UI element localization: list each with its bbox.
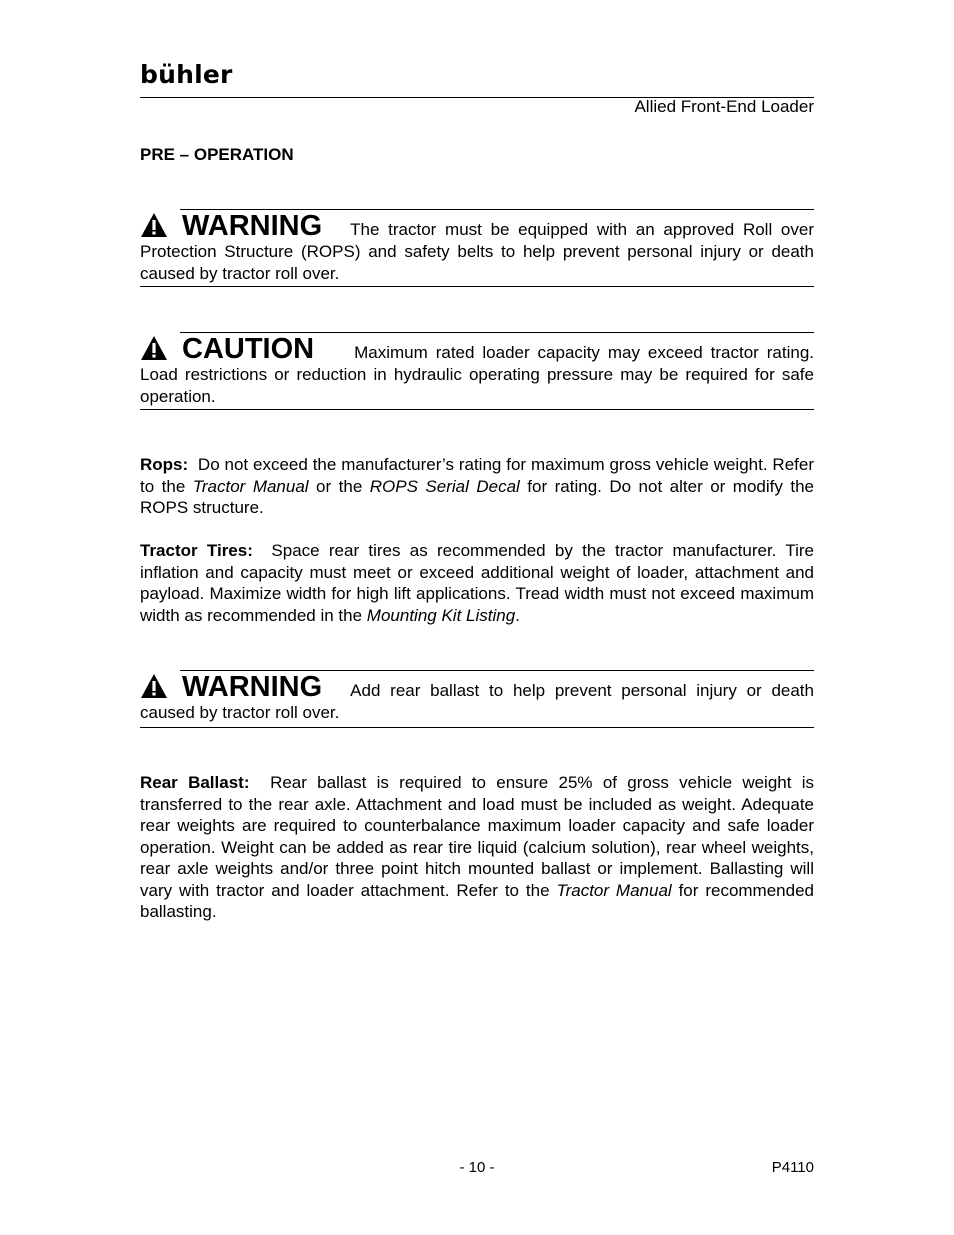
alert-top-rule bbox=[180, 670, 814, 671]
document-code: P4110 bbox=[771, 1159, 814, 1176]
paragraph-reference: Mounting Kit Listing bbox=[366, 605, 516, 625]
company-logo: bühler bbox=[140, 60, 233, 89]
alert-top-rule bbox=[180, 332, 814, 333]
paragraph-text: for rating. Do not alter or modify the ROPS structure. bbox=[140, 476, 814, 517]
alert-text: Maximum rated loader capacity may exceed tractor rating. Load restrictions or reduction in hydraulic operating pressure may be required for safe operation. bbox=[140, 343, 814, 406]
alert-bottom-rule bbox=[140, 727, 814, 728]
paragraph-text: . bbox=[515, 605, 520, 625]
rear-ballast-paragraph bbox=[140, 772, 814, 923]
warning-triangle-icon bbox=[140, 335, 168, 361]
tractor-tires-paragraph bbox=[140, 540, 814, 626]
signal-word: WARNING bbox=[182, 210, 323, 242]
signal-word: CAUTION bbox=[182, 333, 315, 365]
warning-box-ballast bbox=[140, 670, 814, 728]
paragraph-label: Rear Ballast: bbox=[140, 773, 250, 792]
alert-text: The tractor must be equipped with an approved Roll over Protection Structure (ROPS) and safety belts to help prevent personal injury or death caused by tractor roll over. bbox=[140, 220, 814, 283]
paragraph-text: or the bbox=[308, 476, 370, 496]
warning-box-rops bbox=[140, 209, 814, 287]
paragraph-reference: ROPS Serial Decal bbox=[369, 476, 520, 496]
paragraph-text: for recommended ballasting. bbox=[140, 880, 814, 921]
paragraph-text: Rear ballast is required to ensure 25% of gross vehicle weight is transferred to the rear axle. Attachment and load must be included as weight. Adequate rear weights are required to counterbalance maximum loader capacity and safe loader operation. Weight can be added as rear tire liquid (calcium solution), rear wheel weights, rear axle weights and/or three point hitch mounted ballast or implement. Ballasting will vary with tractor and loader attachment. Refer to the bbox=[140, 773, 815, 900]
alert-text: Add rear ballast to help prevent personal injury or death caused by tractor roll over. bbox=[140, 681, 814, 722]
paragraph-label: Rops: bbox=[140, 455, 189, 474]
alert-bottom-rule bbox=[140, 286, 814, 287]
signal-word: WARNING bbox=[182, 671, 323, 703]
warning-triangle-icon bbox=[140, 673, 168, 699]
paragraph-reference: Tractor Manual bbox=[556, 880, 672, 900]
rops-paragraph bbox=[140, 454, 814, 519]
paragraph-text: Do not exceed the manufacturer’s rating for maximum gross vehicle weight. Refer to the bbox=[140, 455, 815, 496]
paragraph-text: Space rear tires as recommended by the tractor manufacturer. Tire inflation and capacity must meet or exceed additional weight of loader, attachment and payload. Maximize width for high lift applications. Tread width must not exceed maximum width as recommended in the bbox=[140, 541, 814, 625]
alert-bottom-rule bbox=[140, 409, 814, 410]
page-number: - 10 - bbox=[459, 1159, 495, 1176]
section-title: PRE – OPERATION bbox=[140, 145, 294, 164]
paragraph-label: Tractor Tires: bbox=[140, 541, 253, 560]
paragraph-reference: Tractor Manual bbox=[192, 476, 309, 496]
caution-box-capacity bbox=[140, 332, 814, 410]
document-title: Allied Front-End Loader bbox=[634, 97, 814, 116]
alert-top-rule bbox=[180, 209, 814, 210]
warning-triangle-icon bbox=[140, 212, 168, 238]
